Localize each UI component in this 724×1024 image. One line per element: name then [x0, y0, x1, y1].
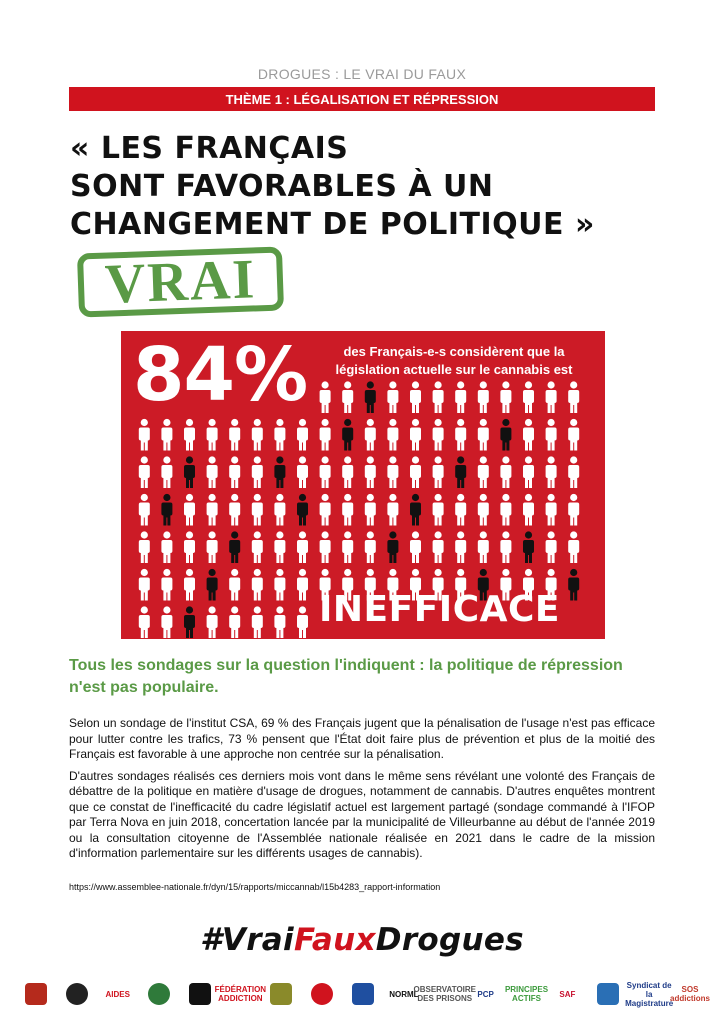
- person-figure: [297, 606, 308, 638]
- person-figure: [139, 569, 150, 601]
- partner-logo-mark: [270, 983, 292, 1005]
- person-figure: [478, 531, 489, 563]
- person-figure: [433, 531, 444, 563]
- person-figure: [229, 606, 240, 638]
- hashtag: [0, 922, 724, 958]
- person-figure: [387, 381, 398, 413]
- person-figure: [139, 606, 150, 638]
- person-figure-dark: [387, 531, 398, 563]
- person-figure: [252, 531, 263, 563]
- person-figure: [410, 456, 421, 488]
- partner-logo: SAF: [559, 989, 576, 999]
- person-figure: [478, 494, 489, 526]
- person-figure: [365, 419, 376, 451]
- person-figure: [365, 531, 376, 563]
- person-figure: [342, 381, 353, 413]
- partner-logo: OBSERVATOIRE DES PRISONS: [413, 985, 477, 1003]
- person-figure: [433, 494, 444, 526]
- person-figure: [184, 419, 195, 451]
- person-figure: [455, 494, 466, 526]
- headline-line-3: CHANGEMENT DE POLITIQUE »: [70, 207, 595, 242]
- person-figure: [546, 419, 557, 451]
- partner-logo: [590, 979, 626, 1009]
- person-figure: [478, 456, 489, 488]
- partner-logo-mark: [25, 983, 47, 1005]
- person-figure: [320, 419, 331, 451]
- partner-logo: [345, 979, 381, 1009]
- person-figure: [410, 381, 421, 413]
- person-figure: [546, 531, 557, 563]
- person-figure: [229, 569, 240, 601]
- person-figure: [207, 606, 218, 638]
- person-figure-dark: [523, 531, 534, 563]
- person-figure: [229, 456, 240, 488]
- person-figure: [568, 419, 579, 451]
- person-figure: [161, 456, 172, 488]
- verdict-stamp: VRAI: [77, 246, 284, 317]
- headline-line-2: SONT FAVORABLES À UN: [70, 169, 494, 204]
- summary-text: Tous les sondages sur la question l'indiquent : la politique de répression n'est pas populaire.: [69, 657, 623, 696]
- person-figure: [387, 419, 398, 451]
- series-title: DROGUES : LE VRAI DU FAUX: [257, 66, 467, 82]
- person-figure: [274, 531, 285, 563]
- person-figure: [568, 381, 579, 413]
- hashtag-part-1: #Vrai: [200, 922, 294, 958]
- person-figure: [568, 531, 579, 563]
- person-figure-dark: [184, 456, 195, 488]
- person-figure: [455, 419, 466, 451]
- person-figure: [297, 569, 308, 601]
- partner-logo-mark: [352, 983, 374, 1005]
- person-figure: [546, 494, 557, 526]
- person-figure: [207, 531, 218, 563]
- person-figure: [568, 494, 579, 526]
- person-figure: [252, 419, 263, 451]
- headline: [70, 130, 670, 244]
- person-figure: [184, 531, 195, 563]
- person-figure-dark: [207, 569, 218, 601]
- person-figure: [229, 419, 240, 451]
- theme-label: THÈME 1 : LÉGALISATION ET RÉPRESSION: [225, 91, 499, 107]
- person-figure: [433, 456, 444, 488]
- person-figure: [365, 456, 376, 488]
- person-figure: [500, 381, 511, 413]
- person-figure: [139, 494, 150, 526]
- person-figure: [342, 494, 353, 526]
- partner-logo: SOS addictions: [670, 985, 711, 1003]
- person-figure: [252, 494, 263, 526]
- person-figure-dark: [229, 531, 240, 563]
- person-figure: [500, 494, 511, 526]
- person-figure: [500, 531, 511, 563]
- source-link[interactable]: https://www.assemblee-nationale.fr/dyn/15/rapports/miccannab/l15b4283_rapport-information: [69, 882, 441, 892]
- big-percent: 84%: [133, 332, 308, 418]
- person-figure: [320, 381, 331, 413]
- person-figure: [433, 419, 444, 451]
- person-figure: [252, 569, 263, 601]
- person-figure-dark: [184, 606, 195, 638]
- hashtag-part-2: Faux: [293, 922, 376, 958]
- partner-logo: [59, 979, 95, 1009]
- partner-logo-mark: [189, 983, 211, 1005]
- headline-line-1: « LES FRANÇAIS: [70, 131, 349, 166]
- partner-logo-mark: [148, 983, 170, 1005]
- person-figure: [297, 456, 308, 488]
- person-figure: [320, 531, 331, 563]
- person-figure: [523, 494, 534, 526]
- partner-logo: [304, 979, 340, 1009]
- person-figure: [320, 494, 331, 526]
- person-figure: [229, 494, 240, 526]
- partner-logo-mark: [311, 983, 333, 1005]
- person-figure: [568, 456, 579, 488]
- person-figure: [523, 381, 534, 413]
- partner-logo: [263, 979, 299, 1009]
- person-figure: [161, 419, 172, 451]
- person-figure: [546, 456, 557, 488]
- partner-logo: PRINCIPES ACTIFS: [504, 985, 549, 1003]
- partner-logo: NORML: [389, 989, 419, 999]
- partner-logo: PCP: [477, 989, 494, 999]
- body-text: [69, 716, 655, 868]
- person-figure: [478, 381, 489, 413]
- person-figure: [546, 381, 557, 413]
- person-figure: [365, 494, 376, 526]
- person-figure-dark: [410, 494, 421, 526]
- person-figure: [320, 456, 331, 488]
- person-figure: [523, 419, 534, 451]
- person-figure: [342, 531, 353, 563]
- person-figure: [342, 456, 353, 488]
- person-figure: [387, 456, 398, 488]
- person-figure-dark: [274, 456, 285, 488]
- partner-logo: AIDES: [105, 989, 130, 999]
- person-figure: [161, 606, 172, 638]
- person-figure: [274, 419, 285, 451]
- paragraph-2: D'autres sondages réalisés ces derniers mois vont dans le même sens révélant une volonté des Français de débattre de la politique en matière d'usage de drogues, notamment de cannabis. D'autres enquêtes montrent que ce constat de l'inefficacité du cadre législatif actuel est largement partagé (sondage commandé à l'IFOP par Terra Nova en juin 2018, concertation lancée par la municipalité de Villeurbanne au début de l'année 2019 ou la consultation citoyenne de l'Assemblée nationale réalisée en 2021 dans le cadre de la mission d'information parlementaire sur les différents usages de cannabis).: [69, 768, 655, 860]
- person-figure-dark: [500, 419, 511, 451]
- person-figure-dark: [568, 569, 579, 601]
- partner-logo: [182, 979, 218, 1009]
- person-figure: [139, 531, 150, 563]
- person-figure: [184, 569, 195, 601]
- person-figure-dark: [342, 419, 353, 451]
- partner-logo: [18, 979, 54, 1009]
- partner-logo: Syndicat de la Magistrature: [625, 980, 674, 1008]
- person-figure: [184, 494, 195, 526]
- partner-logos: [18, 974, 711, 1014]
- infographic: [121, 331, 605, 639]
- partner-logo: [141, 979, 177, 1009]
- person-figure: [410, 419, 421, 451]
- person-figure: [500, 456, 511, 488]
- person-figure: [139, 456, 150, 488]
- person-figure: [433, 381, 444, 413]
- person-figure: [274, 606, 285, 638]
- partner-logo: FÉDÉRATION ADDICTION: [214, 985, 267, 1003]
- person-figure: [252, 606, 263, 638]
- hashtag-part-3: Drogues: [375, 922, 524, 958]
- person-figure: [161, 531, 172, 563]
- infographic-caption: des Français-e-s considèrent que la législation actuelle sur le cannabis est: [335, 344, 573, 377]
- person-figure: [523, 456, 534, 488]
- person-figure-dark: [365, 381, 376, 413]
- person-figure-dark: [455, 456, 466, 488]
- person-figure: [207, 419, 218, 451]
- person-figure: [297, 419, 308, 451]
- person-figure-dark: [297, 494, 308, 526]
- person-figure: [274, 494, 285, 526]
- person-figure: [455, 381, 466, 413]
- person-figure: [207, 494, 218, 526]
- partner-logo-mark: [66, 983, 88, 1005]
- person-figure: [161, 569, 172, 601]
- person-figure: [297, 531, 308, 563]
- person-figure: [410, 531, 421, 563]
- person-figure: [455, 531, 466, 563]
- person-figure: [478, 419, 489, 451]
- person-figure: [274, 569, 285, 601]
- theme-banner: [69, 87, 655, 111]
- infographic-word: INEFFICACE: [319, 589, 560, 630]
- person-figure: [387, 494, 398, 526]
- partner-logo-mark: [597, 983, 619, 1005]
- person-figure: [207, 456, 218, 488]
- person-figure: [139, 419, 150, 451]
- person-figure-dark: [161, 494, 172, 526]
- person-figure: [252, 456, 263, 488]
- paragraph-1: Selon un sondage de l'institut CSA, 69 % des Français jugent que la pénalisation de l'usage n'est pas efficace pour lutter contre les trafics, 73 % pensent que l'État doit faire plus de prévention et plus de la moitié des Français est favorable à une approche non centrée sur la pénalisation.: [69, 716, 655, 761]
